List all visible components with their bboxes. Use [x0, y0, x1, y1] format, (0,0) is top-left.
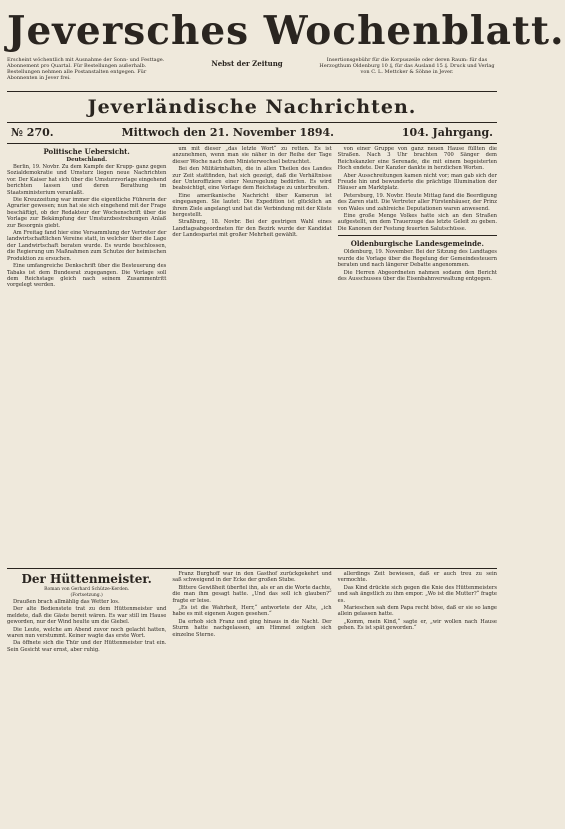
column-story-middle [172, 571, 331, 654]
story-paragraph: Das Kind drückte sich gegen die Knie des Hüttenmeisters und sah ängstlich zu ihm empor. „Wo ist die Mutter?“ fragte es. [337, 584, 497, 604]
issue-volume: 104. Jahrgang. [401, 126, 493, 139]
supplement-note: Nebst der Zeitung [211, 59, 283, 68]
article-paragraph: Eine amerikanische Nachricht über Kamerun ist eingegangen. Sie lautet: Die Expedition ist glücklich an ihrem Ziele angelangt und hat die Verbindung mit der Küste hergestellt. [172, 192, 332, 219]
issue-date: Mittwoch den 21. November 1894. [121, 126, 334, 139]
article-paragraph: Straßburg, 18. Novbr. Bei der gestrigen Wahl eines Landtagsabgeordneten für den Bezirk wurde der Kandidat der Landespartei mit großer Mehrheit gewählt. [172, 219, 332, 239]
article-paragraph: Die Herren Abgeordneten nahmen sodann den Bericht des Ausschusses über die Eisenbahnverwaltung entgegen. [337, 269, 497, 282]
divider [7, 568, 497, 569]
supplement-title: Jeverländische Nachrichten. [87, 96, 417, 118]
column-foreign [338, 146, 497, 290]
article-paragraph: um mit dieser „das letzte Wort“ zu retten. Es ist anzunehmen, wenn man sie näher in der Reihe der Tage dieser Woche nach dem Ministerwechsel betrachtet. [172, 146, 332, 165]
divider [7, 91, 497, 92]
issue-number: № 270. [11, 126, 54, 139]
story-paragraph: Da öffnete sich die Thür und der Hüttenmeister trat ein. Sein Gesicht war ernst, aber ruhig. [7, 640, 167, 653]
story-paragraph: Da erhob sich Franz und ging hinaus in die Nacht. Der Sturm hatte nachgelassen, am Himmel zeigten sich einzelne Sterne. [172, 618, 332, 638]
article-paragraph: von einer Gruppe von ganz neuen Hause füllten die Straßen. Nach 3 Uhr brachten 700 Sänger dem Reichskanzler eine Serenade, die mit einem begeisterten Hoch endete. Der Kanzler dankte in herzlichen Worten. [337, 146, 497, 172]
divider [7, 143, 497, 144]
story-paragraph: Die Leute, welche am Abend zuvor noch gelacht hatten, waren nun verstummt. Keiner wagte das erste Wort. [7, 626, 167, 640]
column-feuilleton [7, 571, 166, 654]
masthead-info [7, 57, 497, 89]
story-paragraph: „Es ist die Wahrheit, Herr,“ antwortete der Alte, „ich habe es mit eigenen Augen gesehen.“ [172, 605, 332, 618]
issue-line [7, 125, 497, 141]
newspaper-page [7, 5, 565, 739]
story-paragraph: Franz Burghoff war in den Gasthof zurückgekehrt und saß schweigend in der Ecke der großen Stube. [172, 571, 332, 584]
story-paragraph: allerdings Zeit bewiesen, daß er auch treu zu sein vermochte. [337, 571, 497, 584]
article-paragraph: Die Kreuzzeitung war immer die eigentliche Führerin der Agrarier gewesen; nun hat sie sich eingehend mit der Frage beschäftigt, ob der Redakteur der Wochenschrift über die Vorlage zur Bekämpfung der Umsturzbestrebungen Anlaß zur Besorgnis giebt. [7, 197, 167, 229]
column-news [172, 146, 331, 290]
column-politics [7, 146, 166, 290]
section-heading: Oldenburgische Landesgemeinde. [350, 239, 484, 249]
article-paragraph: Bei den Militärinhalten, die in allen Theilen des Landes zur Zeit stattfinden, hat sich gezeigt, daß die Verhältnisse der Unteroffiziere einer Neuregelung bedürfen. Es wird beabsichtigt, eine Vorlage dem Reichstage zu unterbreiten. [172, 166, 332, 192]
article-paragraph: Petersburg, 19. Novbr. Heute Mittag fand die Beerdigung des Zaren statt. Die Vertreter aller Fürstenhäuser, der Prinz von Wales und zahlreiche Deputationen waren anwesend. [337, 192, 497, 212]
masthead-title: Jeversches Wochenblatt. [7, 8, 565, 54]
story-paragraph: Marieschen sah dem Papa recht böse, daß er sie so lange allein gelassen hatte. [337, 605, 497, 618]
divider [338, 235, 497, 236]
section-subheading: Deutschland. [66, 157, 107, 163]
feuilleton-continued: (Fortsetzung.) [70, 593, 103, 598]
column-story-right [338, 571, 497, 654]
divider [7, 122, 497, 123]
story-paragraph: Draußen brach allmählig das Wetter los. [13, 599, 120, 605]
story-paragraph: Bittere Gewißheit überfiel ihn, als er an die Worte dachte, die man ihm gesagt hatte. „Und das soll ich glauben?“ fragte er leise. [172, 584, 332, 604]
article-paragraph: Eine umfangreiche Denkschrift über die Besteuerung des Tabaks ist dem Bundesrat zugegangen. Die Vorlage soll dem Reichstage gleich nach seinem Zusammentritt vorgelegt werden. [7, 263, 167, 289]
story-paragraph: „Komm, mein Kind,“ sagte er, „wir wollen nach Hause gehen. Es ist spät geworden.“ [337, 618, 497, 632]
feuilleton-title: Der Hüttenmeister. [21, 572, 152, 586]
story-paragraph: Der alte Bedienstete trat zu dem Hüttenmeister und meldete, daß die Gäste bereit wären. Es war still im Hause geworden, nur der Wind heulte um die Giebel. [7, 606, 167, 626]
article-paragraph: Oldenburg, 19. November. Bei der Sitzung des Landtages wurde die Vorlage über die Regelung der Gemeindesteuern beraten und nach längerer Debatte angenommen. [337, 249, 497, 269]
subscription-info: Erscheint wöchentlich mit Ausnahme der Sonn- und Festtage. Abonnement pro Quartal. Für Bestellungen außerhalb. Bestellungen nehmen alle Postanstalten entgegen. Für Abonnenten in Jever frei. [7, 57, 165, 81]
article-paragraph: Aber Ausschreitungen kamen nicht vor; man gab sich der Freude hin und bewunderte die prächtige Illumination der Häuser am Marktplatz. [337, 172, 497, 192]
article-paragraph: Am Freitag fand hier eine Versammlung der Vertreter der landwirtschaftlichen Vereine statt, in welcher über die Lage der Landwirtschaft beraten wurde. Es wurde beschlossen, die Regierung um Maßnahmen zum Schutze der heimischen Produktion zu ersuchen. [7, 230, 167, 262]
advertising-info: Insertionsgebühr für die Korpuszeile oder deren Raum: für das Herzogthum Oldenburg 10 ₰, für das Ausland 15 ₰. Druck und Verlag von C. L. Mettcker & Söhne in Jever. [319, 57, 495, 75]
article-paragraph: Berlin, 19. Novbr. Zu dem Kampfe der Krupp- ganz gegen Sozialdemokratie und Umsturz liegen neue Nachrichten vor. Der Kaiser hat sich über die Umsturzvorlage eingehend berichten lassen und deren Berathung im Staatsministerium veranlaßt. [7, 164, 167, 196]
article-paragraph: Eine große Menge Volkes hatte sich an den Straßen aufgestellt, um dem Trauerzuge das letzte Geleit zu geben. Die Kanonen der Festung feuerten Salutschüsse. [337, 213, 497, 232]
feuilleton-byline: Roman von Gerhard Schütze-Kerden. [44, 587, 130, 592]
section-heading: Politische Uebersicht. [43, 147, 130, 156]
